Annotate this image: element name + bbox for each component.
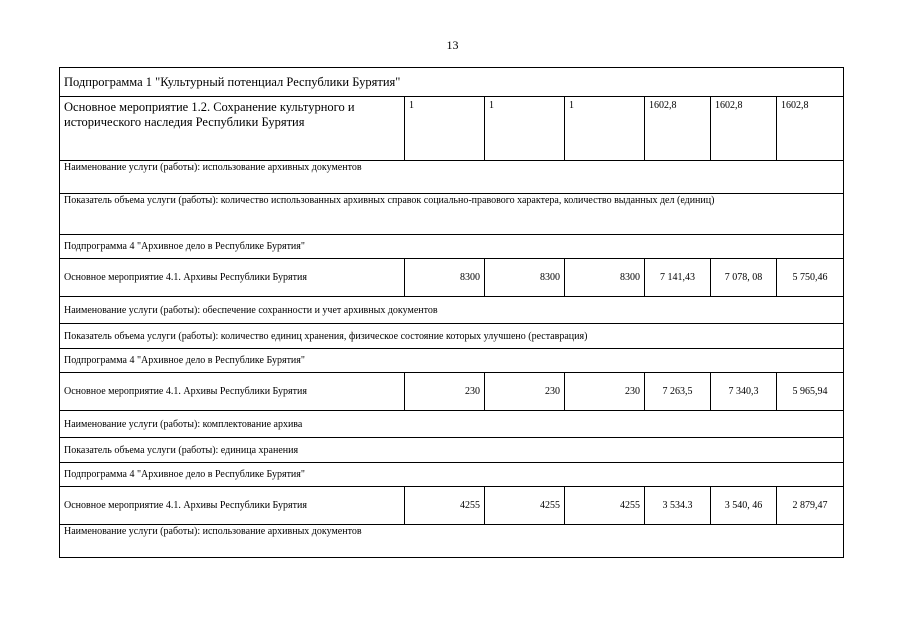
subprogram-title: Подпрограмма 4 "Архивное дело в Республике Бурятия"	[60, 463, 844, 487]
value-cell: 230	[565, 373, 645, 411]
service-row	[60, 525, 844, 558]
subprogram-row	[60, 68, 844, 97]
value-cell: 8300	[485, 259, 565, 297]
value-cell: 7 340,3	[711, 373, 777, 411]
value-cell: 8300	[405, 259, 485, 297]
value-cell: 4255	[565, 487, 645, 525]
value-cell: 230	[485, 373, 565, 411]
indicator-row	[60, 194, 844, 235]
indicator-text: Показатель объема услуги (работы): количество единиц хранения, физическое состояние которых улучшено (реставрация)	[60, 324, 844, 349]
event-name: Основное мероприятие 4.1. Архивы Республики Бурятия	[60, 487, 405, 525]
value-cell: 5 750,46	[777, 259, 844, 297]
value-cell: 1602,8	[777, 97, 844, 161]
service-row	[60, 411, 844, 438]
indicator-row	[60, 438, 844, 463]
value-cell: 8300	[565, 259, 645, 297]
value-cell: 4255	[485, 487, 565, 525]
value-cell: 5 965,94	[777, 373, 844, 411]
indicator-text: Показатель объема услуги (работы): единица хранения	[60, 438, 844, 463]
service-name: Наименование услуги (работы): комплектование архива	[60, 411, 844, 438]
indicator-text: Показатель объема услуги (работы): количество использованных архивных справок социально-правового характера, количество выданных дел (единиц)	[60, 194, 844, 235]
service-name: Наименование услуги (работы): использование архивных документов	[60, 161, 844, 194]
event-name: Основное мероприятие 4.1. Архивы Республики Бурятия	[60, 373, 405, 411]
subprogram-title: Подпрограмма 1 "Культурный потенциал Республики Бурятия"	[60, 68, 844, 97]
value-cell: 7 141,43	[645, 259, 711, 297]
value-cell: 3 534.3	[645, 487, 711, 525]
event-row	[60, 487, 844, 525]
value-cell: 1	[565, 97, 645, 161]
service-row	[60, 161, 844, 194]
event-row	[60, 97, 844, 161]
page-number: 13	[446, 38, 459, 52]
value-cell: 3 540, 46	[711, 487, 777, 525]
event-row	[60, 373, 844, 411]
service-name: Наименование услуги (работы): обеспечение сохранности и учет архивных документов	[60, 297, 844, 324]
subprogram-title: Подпрограмма 4 "Архивное дело в Республике Бурятия"	[60, 349, 844, 373]
value-cell: 230	[405, 373, 485, 411]
event-name: Основное мероприятие 1.2. Сохранение культурного и исторического наследия Республики Бурятия	[60, 97, 405, 161]
event-name: Основное мероприятие 4.1. Архивы Республики Бурятия	[60, 259, 405, 297]
value-cell: 2 879,47	[777, 487, 844, 525]
program-table	[59, 67, 844, 558]
value-cell: 7 078, 08	[711, 259, 777, 297]
service-name: Наименование услуги (работы): использование архивных документов	[60, 525, 844, 558]
value-cell: 4255	[405, 487, 485, 525]
value-cell: 1	[485, 97, 565, 161]
indicator-row	[60, 324, 844, 349]
subprogram-title: Подпрограмма 4 "Архивное дело в Республике Бурятия"	[60, 235, 844, 259]
subprogram-row	[60, 349, 844, 373]
value-cell: 1602,8	[711, 97, 777, 161]
service-row	[60, 297, 844, 324]
subprogram-row	[60, 463, 844, 487]
subprogram-row	[60, 235, 844, 259]
value-cell: 7 263,5	[645, 373, 711, 411]
value-cell: 1602,8	[645, 97, 711, 161]
value-cell: 1	[405, 97, 485, 161]
event-row	[60, 259, 844, 297]
